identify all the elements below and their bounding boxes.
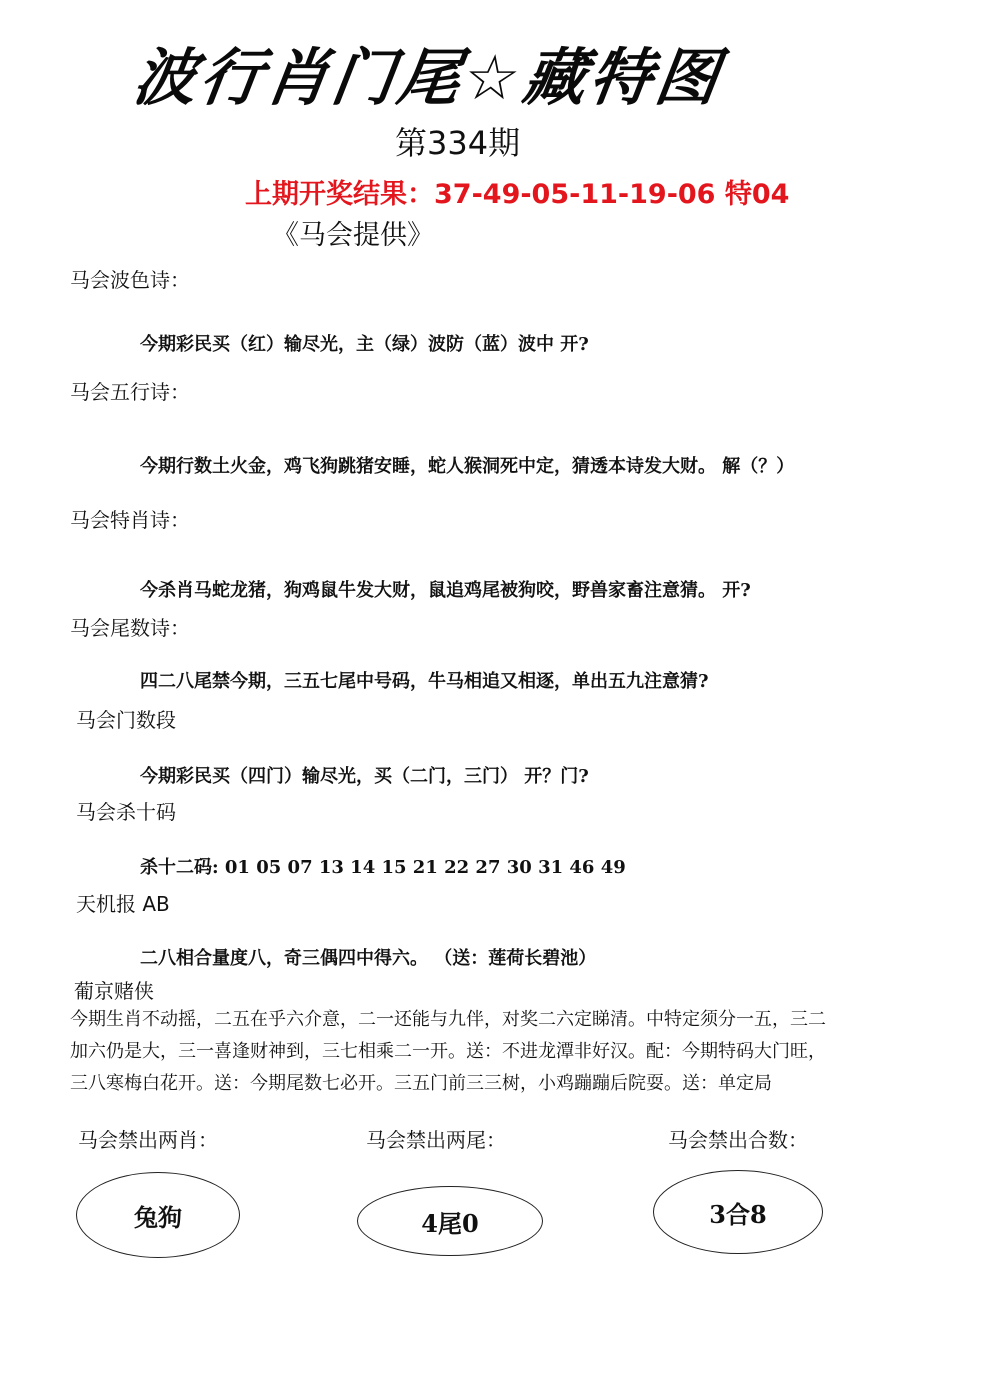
ban-tail-label: 马会禁出两尾：	[366, 1128, 506, 1152]
ban-sum-label: 马会禁出合数：	[668, 1128, 808, 1152]
ban-tail-oval	[357, 1186, 543, 1256]
special-zodiac-poem: 今杀肖马蛇龙猪，狗鸡鼠牛发大财，鼠追鸡尾被狗咬，野兽家畜注意猜。 开?	[140, 580, 751, 601]
special-zodiac-heading: 马会特肖诗：	[70, 508, 190, 532]
provider-note: 《马会提供》	[272, 220, 434, 251]
ban-zodiac-oval	[76, 1172, 240, 1258]
last-draw-result: 上期开奖结果：37-49-05-11-19-06 特04	[245, 179, 790, 210]
macau-gambler-heading: 葡京赌侠	[74, 979, 154, 1003]
tail-numbers-poem: 四二八尾禁今期，三五七尾中号码，牛马相追又相逐，单出五九注意猜?	[140, 671, 709, 692]
ban-sum-oval	[653, 1170, 823, 1254]
banner-title: 波行肖门尾☆藏特图	[129, 41, 728, 114]
heaven-report-poem: 二八相合量度八，奇三偶四中得六。 （送：莲荷长碧池）	[140, 948, 597, 969]
five-elements-heading: 马会五行诗：	[70, 380, 190, 404]
issue-number: 第334期	[395, 124, 521, 162]
ban-sum-value: 3合8	[709, 1199, 767, 1229]
wave-color-poem: 今期彩民买（红）输尽光，主（绿）波防（蓝）波中 开?	[140, 334, 589, 355]
door-numbers-poem: 今期彩民买（四门）输尽光，买（二门，三门） 开？门?	[140, 766, 589, 787]
ban-tail-value: 4尾0	[421, 1208, 479, 1238]
paragraph-line: 三八寒梅白花开。送：今期尾数七必开。三五门前三三树，小鸡蹦蹦后院耍。送：单定局	[70, 1073, 772, 1094]
tail-numbers-heading: 马会尾数诗：	[70, 616, 190, 640]
door-numbers-heading: 马会门数段	[76, 708, 176, 732]
paragraph-line: 加六仍是大，三一喜逢财神到，三七相乘二一开。送：不进龙潭非好汉。配：今期特码大门旺，	[70, 1041, 826, 1062]
paragraph-line: 今期生肖不动摇，二五在乎六介意，二一还能与九伴，对奖二六定睇清。中特定须分一五，三二	[70, 1009, 826, 1030]
heaven-report-heading: 天机报 AB	[76, 892, 170, 916]
ban-zodiac-label: 马会禁出两肖：	[78, 1128, 218, 1152]
macau-gambler-paragraph	[70, 1004, 920, 1100]
kill-ten-numbers: 杀十二码: 01 05 07 13 14 15 21 22 27 30 31 46 49	[140, 857, 626, 878]
wave-color-heading: 马会波色诗：	[70, 268, 190, 292]
kill-ten-heading: 马会杀十码	[76, 800, 176, 824]
ban-zodiac-value: 兔狗	[134, 1202, 182, 1232]
five-elements-poem: 今期行数土火金，鸡飞狗跳猪安睡，蛇人猴洞死中定，猜透本诗发大财。 解（？）	[140, 456, 795, 477]
